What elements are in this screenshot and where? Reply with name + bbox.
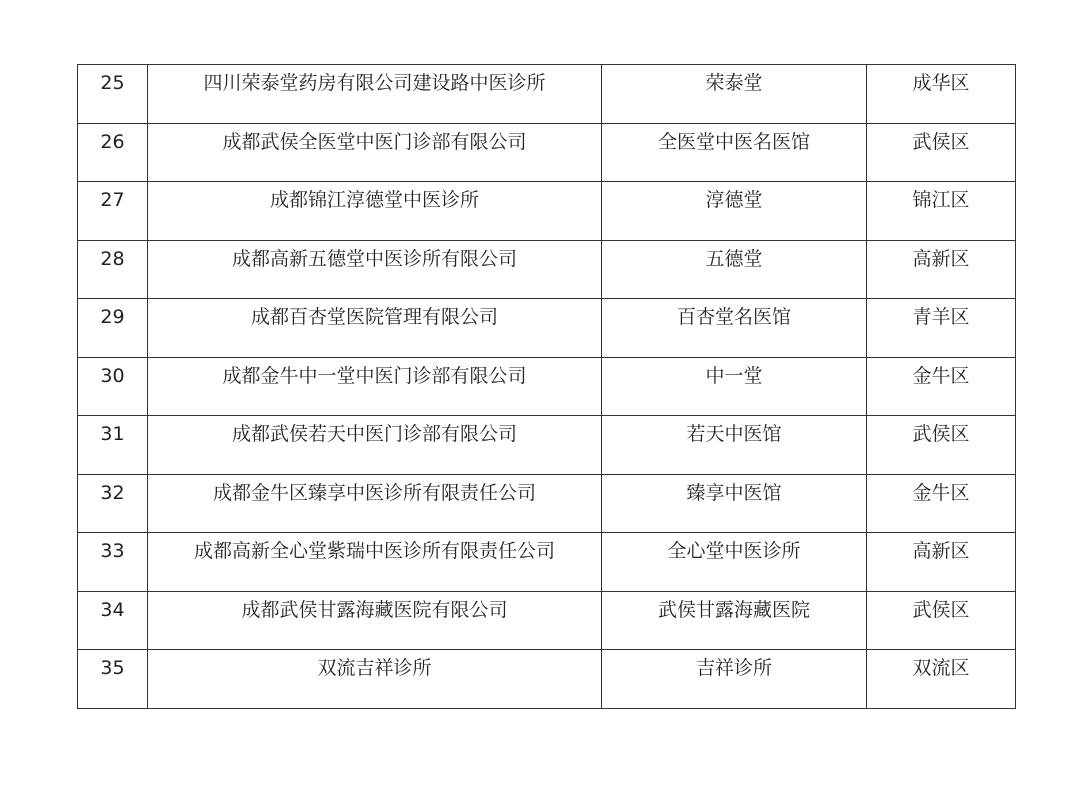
brand-name: 若天中医馆 (602, 416, 867, 475)
district: 双流区 (867, 650, 1016, 709)
table-row (78, 182, 1016, 241)
institution-name: 四川荣泰堂药房有限公司建设路中医诊所 (148, 65, 602, 124)
institution-name: 成都高新五德堂中医诊所有限公司 (148, 240, 602, 299)
institution-name: 成都武侯全医堂中医门诊部有限公司 (148, 123, 602, 182)
institution-name: 双流吉祥诊所 (148, 650, 602, 709)
district: 金牛区 (867, 474, 1016, 533)
institution-name: 成都高新全心堂紫瑞中医诊所有限责任公司 (148, 533, 602, 592)
brand-name: 五德堂 (602, 240, 867, 299)
row-number: 28 (78, 240, 148, 299)
district: 锦江区 (867, 182, 1016, 241)
brand-name: 百杏堂名医馆 (602, 299, 867, 358)
table-row (78, 416, 1016, 475)
row-number: 32 (78, 474, 148, 533)
district: 武侯区 (867, 416, 1016, 475)
row-number: 26 (78, 123, 148, 182)
table-row (78, 299, 1016, 358)
brand-name: 中一堂 (602, 357, 867, 416)
table-row (78, 650, 1016, 709)
table-row (78, 240, 1016, 299)
institution-name: 成都金牛区臻享中医诊所有限责任公司 (148, 474, 602, 533)
row-number: 31 (78, 416, 148, 475)
district: 高新区 (867, 533, 1016, 592)
brand-name: 全心堂中医诊所 (602, 533, 867, 592)
row-number: 35 (78, 650, 148, 709)
row-number: 33 (78, 533, 148, 592)
clinic-list-table (77, 64, 1016, 709)
table-row (78, 474, 1016, 533)
row-number: 25 (78, 65, 148, 124)
district: 武侯区 (867, 591, 1016, 650)
brand-name: 臻享中医馆 (602, 474, 867, 533)
district: 青羊区 (867, 299, 1016, 358)
row-number: 34 (78, 591, 148, 650)
district: 高新区 (867, 240, 1016, 299)
district: 武侯区 (867, 123, 1016, 182)
brand-name: 吉祥诊所 (602, 650, 867, 709)
institution-name: 成都武侯甘露海藏医院有限公司 (148, 591, 602, 650)
table-row (78, 357, 1016, 416)
table-row (78, 591, 1016, 650)
district: 金牛区 (867, 357, 1016, 416)
row-number: 29 (78, 299, 148, 358)
institution-name: 成都武侯若天中医门诊部有限公司 (148, 416, 602, 475)
table-row (78, 65, 1016, 124)
brand-name: 武侯甘露海藏医院 (602, 591, 867, 650)
brand-name: 荣泰堂 (602, 65, 867, 124)
row-number: 30 (78, 357, 148, 416)
table-row (78, 533, 1016, 592)
table-row (78, 123, 1016, 182)
institution-name: 成都金牛中一堂中医门诊部有限公司 (148, 357, 602, 416)
row-number: 27 (78, 182, 148, 241)
brand-name: 全医堂中医名医馆 (602, 123, 867, 182)
brand-name: 淳德堂 (602, 182, 867, 241)
institution-name: 成都百杏堂医院管理有限公司 (148, 299, 602, 358)
district: 成华区 (867, 65, 1016, 124)
institution-name: 成都锦江淳德堂中医诊所 (148, 182, 602, 241)
